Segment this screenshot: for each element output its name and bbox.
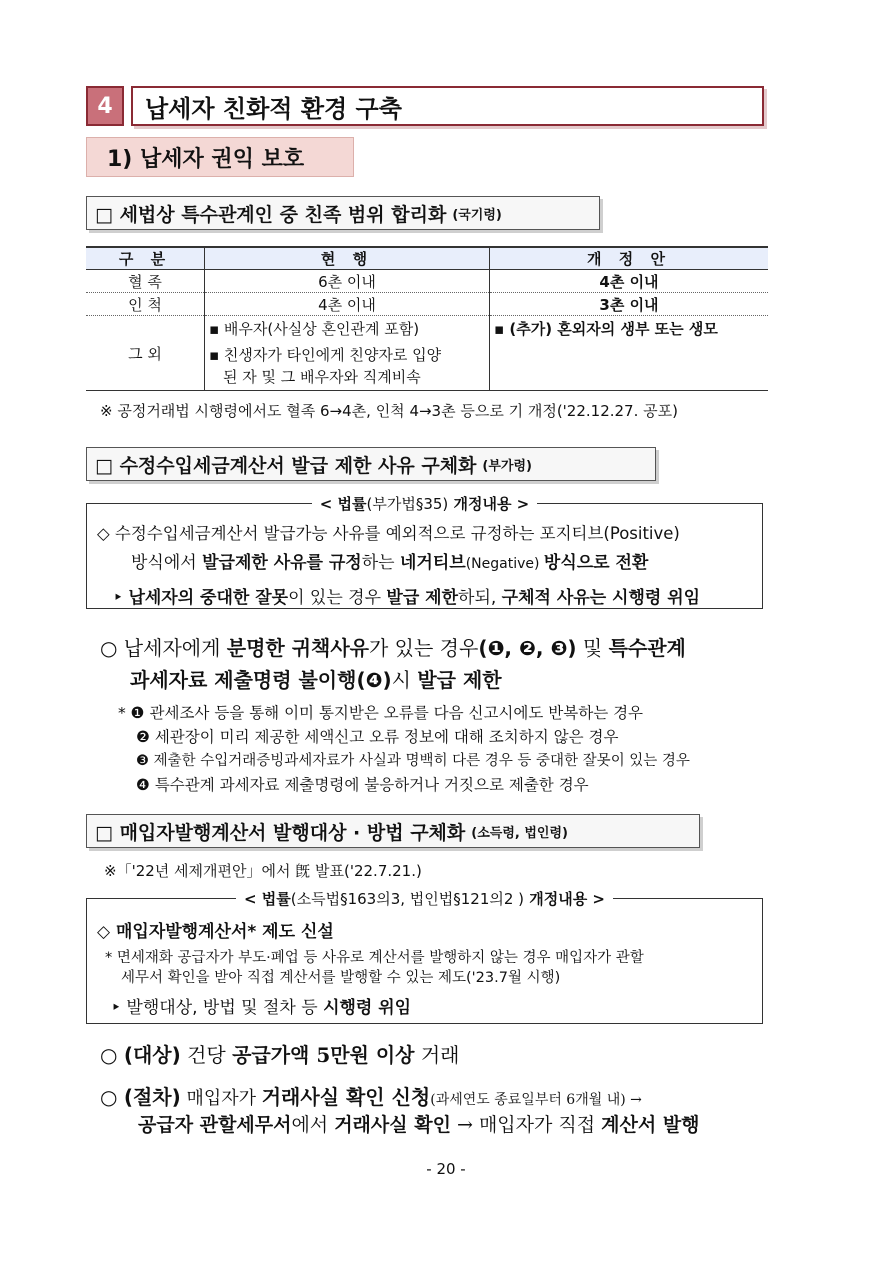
table-row [86,270,768,293]
law-2-line-1: ◇ 매입자발행계산서* 제도 신설 [97,922,334,942]
paragraph-3-line-1: ○ (절차) 매입자가 거래사실 확인 신청(과세연도 종료일부터 6개월 내) → [100,1085,642,1109]
page-number: - 20 - [426,1160,466,1178]
law-box-1 [86,495,763,609]
law-title-part: 개정내용 > [448,495,530,513]
note-1: ※ 공정거래법 시행령에서도 혈족 6→4촌, 인척 4→3촌 등으로 기 개정('22.12.27. 공포) [100,402,678,420]
subsection-2-tag: (부가령) [482,458,532,474]
comparison-table [86,246,768,391]
law-2-line-2: * 면세재화 공급자가 부도·폐업 등 사유로 계산서를 발행하지 않는 경우 매입자가 관할 [105,950,644,966]
chapter-title [131,86,764,126]
subsection-1-title [86,196,600,230]
law-1-line-2: 방식에서 발급제한 사유를 규정하는 네거티브(Negative) 방식으로 전환 [131,553,649,573]
note-2: ※「'22년 세제개편안」에서 旣 발표('22.7.21.) [104,862,422,880]
table-cell-line: 된 자 및 그 배우자와 직계비속 [223,368,421,386]
paragraph-3-line-2: 공급자 관할세무서에서 거래사실 확인 → 매입자가 직접 계산서 발행 [138,1114,700,1136]
law-1-line-1: ◇ 수정수입세금계산서 발급가능 사유를 예외적으로 규정하는 포지티브(Positive) [97,524,680,543]
law-2-line-4: ‣ 발행대상, 방법 및 절차 등 시행령 위임 [111,998,412,1018]
table-cell-line: ▪ 배우자(사실상 혼인관계 포함) [209,320,420,338]
list-item: ❷ 세관장이 미리 제공한 세액신고 오류 정보에 대해 조치하지 않은 경우 [136,728,619,746]
table-cell: 인 척 [86,293,205,316]
law-2-line-3: 세무서 확인을 받아 직접 계산서를 발행할 수 있는 제도('23.7월 시행) [121,970,561,986]
law-box-2-title [87,888,762,909]
law-title-part: < 법률 [243,890,291,908]
section-title [86,137,354,177]
table-cell: 6촌 이내 [205,270,490,293]
law-title-part: < 법률 [319,495,367,513]
law-box-2 [86,890,763,1024]
subsection-2-title [86,447,656,481]
law-box-1-title [87,493,762,514]
subsection-1-text: □ 세법상 특수관계인 중 친족 범위 합리화 [95,203,447,226]
subsection-3-text: □ 매입자발행계산서 발행대상 · 방법 구체화 [95,821,466,844]
table-cell [205,316,490,391]
chapter-number: 4 [86,86,124,126]
subsection-3-title [86,814,700,848]
table-cell: 3촌 이내 [490,293,769,316]
table-header: 구 분 [86,247,205,270]
table-cell: 그 외 [86,316,205,391]
subsection-1-tag: (국기령) [452,207,502,223]
table-row [86,293,768,316]
law-title-part: 개정내용 > [524,890,606,908]
law-1-line-3: ‣ 납세자의 중대한 잘못이 있는 경우 발급 제한하되, 구체적 사유는 시행령 위임 [113,588,701,608]
table-cell: ▪ (추가) 혼외자의 생부 또는 생모 [490,316,769,391]
law-title-part: (부가법§35) [366,495,449,513]
table-row [86,316,768,391]
subsection-3-tag: (소득령, 법인령) [471,825,568,841]
paragraph-1-line-1: ○ 납세자에게 분명한 귀책사유가 있는 경우(❶, ❷, ❸) 및 특수관계 [100,636,686,660]
table-cell: 혈 족 [86,270,205,293]
list-item: ❹ 특수관계 과세자료 제출명령에 불응하거나 거짓으로 제출한 경우 [136,776,589,794]
subsection-2-text: □ 수정수입세금계산서 발급 제한 사유 구체화 [95,454,477,477]
law-title-part: (소득법§163의3, 법인법§121의2 ) [290,890,525,908]
table-cell: 4촌 이내 [490,270,769,293]
list-item: ❸ 제출한 수입거래증빙과세자료가 사실과 명백히 다른 경우 등 중대한 잘못이 있는 경우 [136,753,690,769]
table-cell: 4촌 이내 [205,293,490,316]
section-title-text: 1) 납세자 권익 보호 [107,146,305,172]
table-header: 개 정 안 [490,247,769,270]
chapter-title-text: 납세자 친화적 환경 구축 [145,94,402,123]
table-header: 현 행 [205,247,490,270]
table-cell-line: ▪ 친생자가 타인에게 친양자로 입양 [209,346,442,364]
paragraph-1-line-2: 과세자료 제출명령 불이행(❹)시 발급 제한 [130,668,502,692]
list-item: * ❶ 관세조사 등을 통해 이미 통지받은 오류를 다음 신고시에도 반복하는 경우 [118,704,644,722]
paragraph-2: ○ (대상) 건당 공급가액 5만원 이상 거래 [100,1043,460,1067]
table-header-row [86,247,768,270]
